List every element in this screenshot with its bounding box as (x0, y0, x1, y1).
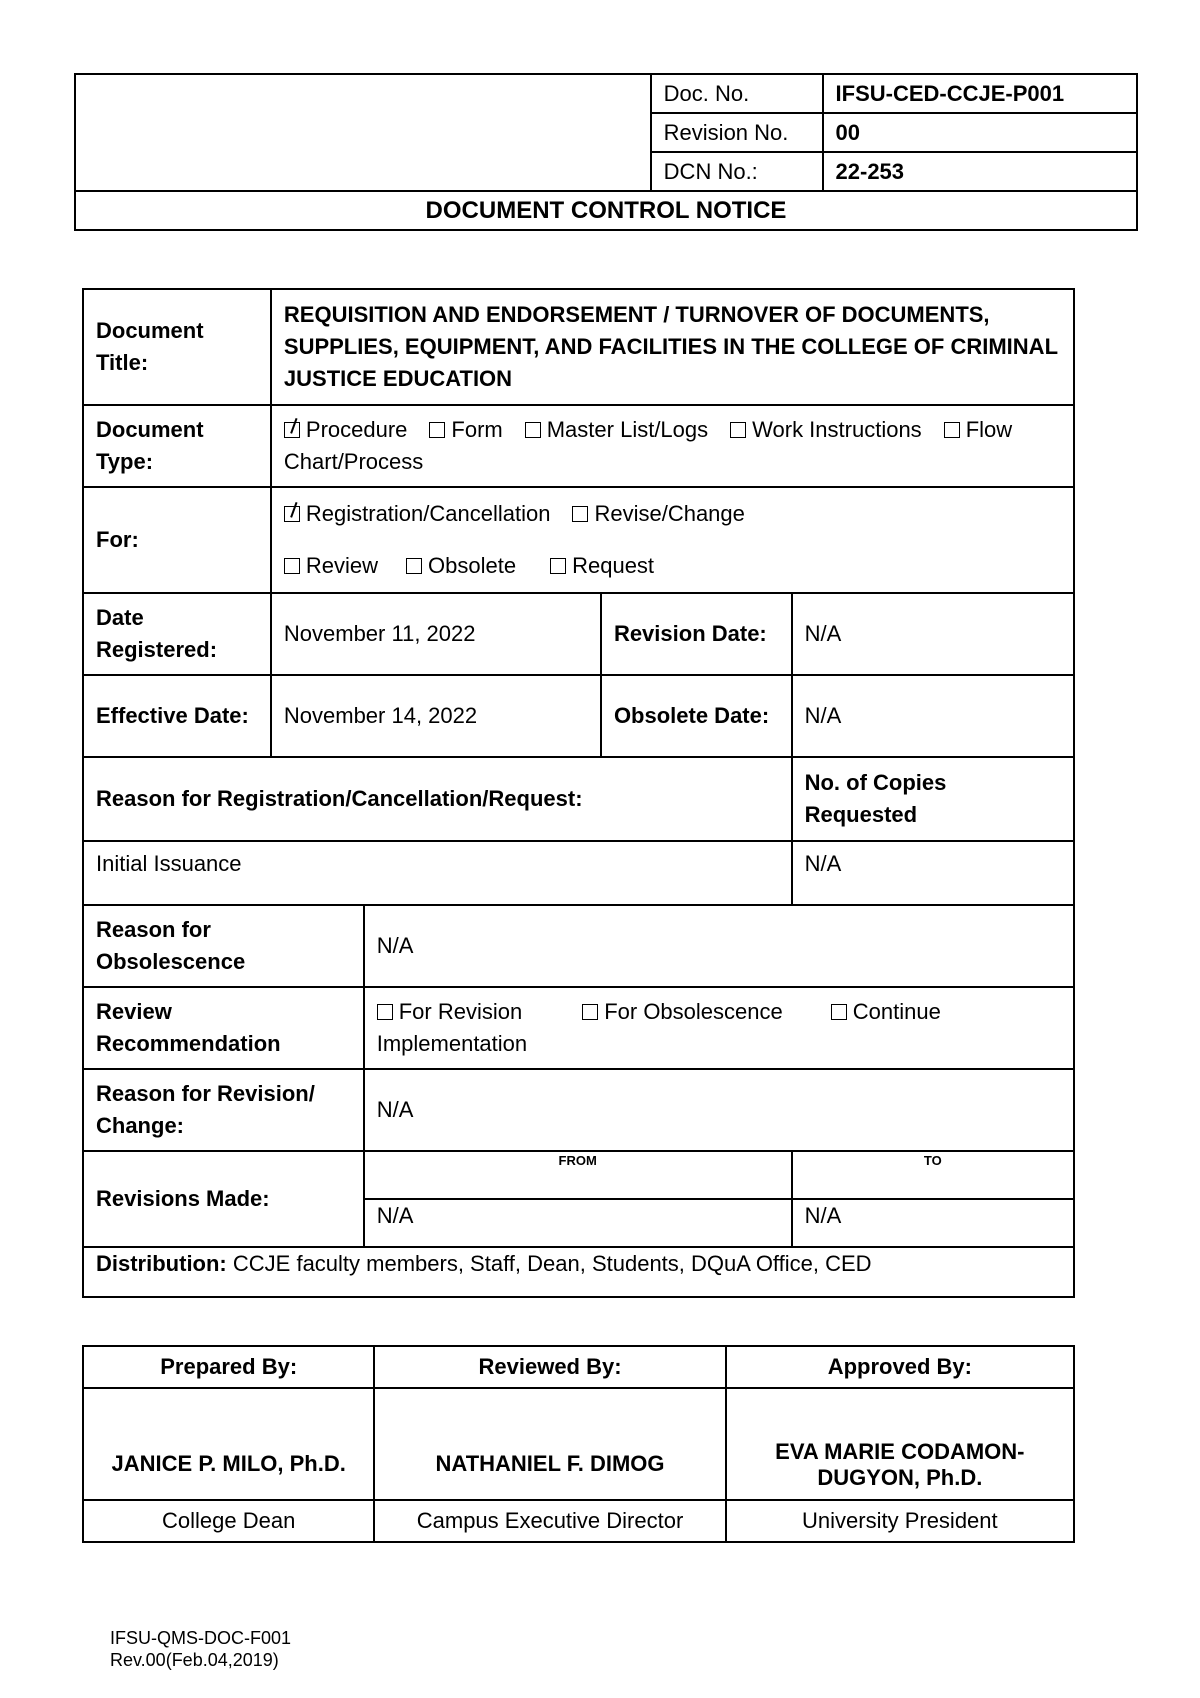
doc-title-value: REQUISITION AND ENDORSEMENT / TURNOVER OF DOCUMENTS, SUPPLIES, EQUIPMENT, AND FACILITIES IN THE COLLEGE OF CRIMINAL JUSTICE EDUCATION (271, 289, 1074, 405)
doc-type-options (271, 405, 1074, 487)
from-header: FROM (364, 1151, 792, 1199)
for-revise[interactable]: Revise/Change (572, 501, 744, 526)
doc-type-flow-chart[interactable]: Flow Chart/Process (283, 417, 1013, 474)
revision-no-label: Revision No. (651, 113, 823, 152)
reviewed-by-title: Campus Executive Director (374, 1500, 725, 1542)
doc-title-label: Document Title: (83, 289, 271, 405)
from-value: N/A (364, 1199, 792, 1247)
doc-no-value: IFSU-CED-CCJE-P001 (823, 74, 1137, 113)
approved-by-label: Approved By: (726, 1346, 1074, 1388)
form-code: IFSU-QMS-DOC-F001 (110, 1628, 292, 1648)
checkbox-icon (582, 1004, 598, 1020)
form-revision: Rev.00(Feb.04,2019) (110, 1650, 279, 1670)
for-options (271, 487, 1074, 593)
checkbox-icon (525, 422, 541, 438)
approved-by-title: University President (726, 1500, 1074, 1542)
distribution-value: CCJE faculty members, Staff, Dean, Students, DQuA Office, CED (232, 1251, 872, 1276)
to-header: TO (792, 1151, 1074, 1199)
checkbox-icon (831, 1004, 847, 1020)
checkbox-icon (550, 558, 566, 574)
to-value: N/A (792, 1199, 1074, 1247)
for-review[interactable]: Review (284, 553, 378, 578)
obsolete-date-label: Obsolete Date: (601, 675, 792, 757)
reason-revision-label: Reason for Revision/ Change: (83, 1069, 364, 1151)
for-request[interactable]: Request (550, 553, 654, 578)
dcn-no-label: DCN No.: (651, 152, 823, 191)
review-options (364, 987, 1074, 1069)
revision-no-value: 00 (823, 113, 1137, 152)
effective-date-label: Effective Date: (83, 675, 271, 757)
copies-value: N/A (792, 841, 1074, 905)
checkbox-icon (730, 422, 746, 438)
copies-label: No. of Copies Requested (792, 757, 1074, 841)
date-registered-value: November 11, 2022 (271, 593, 601, 675)
review-for-revision[interactable]: For Revision (377, 999, 522, 1024)
reason-registration-value: Initial Issuance (83, 841, 792, 905)
doc-type-form[interactable]: Form (429, 417, 502, 442)
checkbox-icon (572, 506, 588, 522)
reviewed-by-label: Reviewed By: (374, 1346, 725, 1388)
reason-obsolescence-value: N/A (364, 905, 1074, 987)
review-for-obsolescence[interactable]: For Obsolescence (582, 999, 783, 1024)
checkbox-checked-icon (284, 506, 300, 522)
distribution-label: Distribution: (96, 1251, 227, 1276)
form-footer (110, 1627, 291, 1671)
review-continue[interactable]: Continue Implementation (376, 999, 941, 1056)
doc-no-label: Doc. No. (651, 74, 823, 113)
reason-registration-label: Reason for Registration/Cancellation/Request: (83, 757, 792, 841)
reason-obsolescence-label: Reason for Obsolescence (83, 905, 364, 987)
prepared-by-label: Prepared By: (83, 1346, 374, 1388)
effective-date-value: November 14, 2022 (271, 675, 601, 757)
reviewed-by-name: NATHANIEL F. DIMOG (374, 1388, 725, 1500)
control-form (82, 288, 1075, 1298)
distribution-row (83, 1247, 1074, 1297)
checkbox-icon (377, 1004, 393, 1020)
prepared-by-title: College Dean (83, 1500, 374, 1542)
for-obsolete[interactable]: Obsolete (406, 553, 516, 578)
checkbox-icon (944, 422, 960, 438)
review-recommendation-label: Review Recommendation (83, 987, 364, 1069)
doc-type-master-list[interactable]: Master List/Logs (525, 417, 708, 442)
signatories-table (82, 1345, 1075, 1543)
checkbox-icon (429, 422, 445, 438)
checkbox-checked-icon (284, 422, 300, 438)
dcn-no-value: 22-253 (823, 152, 1137, 191)
obsolete-date-value: N/A (792, 675, 1074, 757)
doc-type-work-instructions[interactable]: Work Instructions (730, 417, 922, 442)
logo-area (75, 74, 651, 191)
doc-type-label: Document Type: (83, 405, 271, 487)
revision-date-label: Revision Date: (601, 593, 792, 675)
revision-date-value: N/A (792, 593, 1074, 675)
date-registered-label: Date Registered: (83, 593, 271, 675)
checkbox-icon (284, 558, 300, 574)
page-title: DOCUMENT CONTROL NOTICE (75, 191, 1137, 230)
header-table (74, 73, 1138, 231)
for-label: For: (83, 487, 271, 593)
doc-type-procedure[interactable]: Procedure (284, 417, 408, 442)
approved-by-name: EVA MARIE CODAMON-DUGYON, Ph.D. (726, 1388, 1074, 1500)
reason-revision-value: N/A (364, 1069, 1074, 1151)
prepared-by-name: JANICE P. MILO, Ph.D. (83, 1388, 374, 1500)
revisions-made-label: Revisions Made: (83, 1151, 364, 1247)
for-registration[interactable]: Registration/Cancellation (284, 501, 551, 526)
checkbox-icon (406, 558, 422, 574)
